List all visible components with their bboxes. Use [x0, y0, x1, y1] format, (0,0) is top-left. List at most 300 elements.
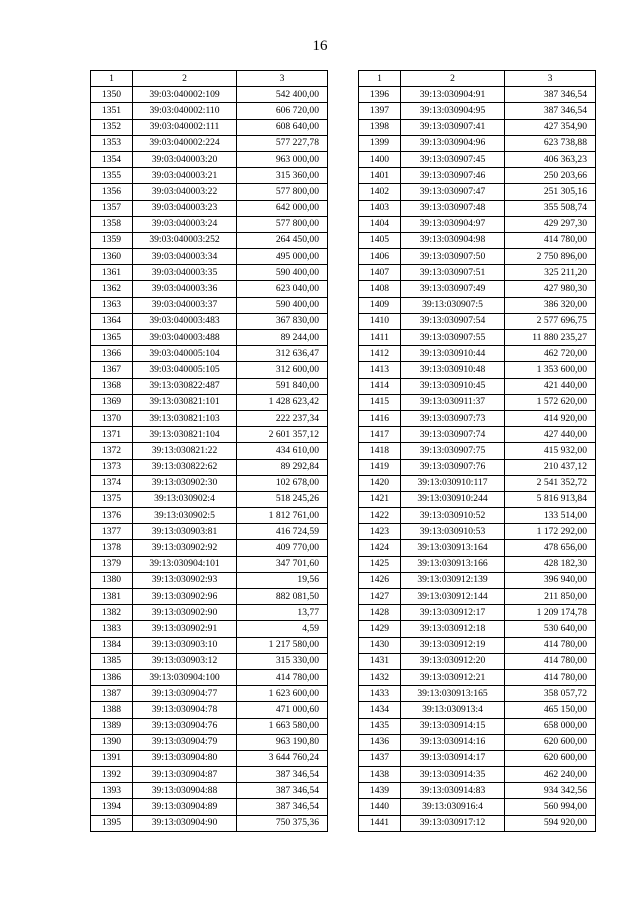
row-number: 1390 — [91, 734, 133, 750]
cadastral-number: 39:13:030904:96 — [401, 135, 505, 151]
row-number: 1412 — [359, 346, 401, 362]
cadastral-value: 577 800,00 — [237, 184, 328, 200]
cadastral-number: 39:13:030913:4 — [401, 702, 505, 718]
cadastral-number: 39:03:040002:110 — [133, 103, 237, 119]
cadastral-value: 312 600,00 — [237, 362, 328, 378]
row-number: 1421 — [359, 491, 401, 507]
table-row — [359, 281, 596, 297]
row-number: 1418 — [359, 443, 401, 459]
cadastral-value: 347 701,60 — [237, 556, 328, 572]
cadastral-value: 264 450,00 — [237, 232, 328, 248]
table-row — [359, 265, 596, 281]
row-number: 1395 — [91, 815, 133, 831]
row-number: 1360 — [91, 249, 133, 265]
cadastral-number: 39:13:030904:100 — [133, 669, 237, 685]
row-number: 1356 — [91, 184, 133, 200]
table-row — [359, 783, 596, 799]
cadastral-value: 4,59 — [237, 621, 328, 637]
cadastral-number: 39:13:030904:98 — [401, 232, 505, 248]
cadastral-value: 409 770,00 — [237, 540, 328, 556]
table-row — [359, 653, 596, 669]
cadastral-number: 39:13:030907:47 — [401, 184, 505, 200]
cadastral-value: 416 724,59 — [237, 524, 328, 540]
table-row — [91, 410, 328, 426]
table-row — [359, 410, 596, 426]
cadastral-number: 39:13:030914:35 — [401, 767, 505, 783]
table-row — [359, 556, 596, 572]
row-number: 1370 — [91, 410, 133, 426]
table-row — [359, 637, 596, 653]
cadastral-number: 39:13:030902:96 — [133, 589, 237, 605]
table-row — [91, 669, 328, 685]
cadastral-value: 750 375,36 — [237, 815, 328, 831]
cadastral-value: 934 342,56 — [505, 783, 596, 799]
cadastral-number: 39:13:030912:21 — [401, 669, 505, 685]
row-number: 1387 — [91, 686, 133, 702]
table-row — [91, 151, 328, 167]
row-number: 1396 — [359, 87, 401, 103]
table-row — [91, 216, 328, 232]
table-row — [91, 443, 328, 459]
row-number: 1430 — [359, 637, 401, 653]
table-row — [359, 135, 596, 151]
cadastral-value: 414 920,00 — [505, 410, 596, 426]
table-row — [359, 119, 596, 135]
table-row — [359, 491, 596, 507]
cadastral-value: 428 182,30 — [505, 556, 596, 572]
cadastral-number: 39:13:030821:22 — [133, 443, 237, 459]
table-row — [359, 297, 596, 313]
table-row — [91, 621, 328, 637]
table-row — [359, 249, 596, 265]
table-row — [91, 653, 328, 669]
row-number: 1373 — [91, 459, 133, 475]
cadastral-value: 1 623 600,00 — [237, 686, 328, 702]
cadastral-value: 414 780,00 — [505, 669, 596, 685]
table-row — [91, 750, 328, 766]
cadastral-number: 39:13:030916:4 — [401, 799, 505, 815]
row-number: 1353 — [91, 135, 133, 151]
cadastral-number: 39:03:040003:23 — [133, 200, 237, 216]
cadastral-value: 387 346,54 — [237, 799, 328, 815]
cadastral-value: 312 636,47 — [237, 346, 328, 362]
cadastral-number: 39:13:030907:5 — [401, 297, 505, 313]
cadastral-value: 415 932,00 — [505, 443, 596, 459]
cadastral-value: 623 738,88 — [505, 135, 596, 151]
table-row — [91, 459, 328, 475]
cadastral-value: 577 227,78 — [237, 135, 328, 151]
row-number: 1368 — [91, 378, 133, 394]
table-row — [91, 232, 328, 248]
cadastral-number: 39:13:030917:12 — [401, 815, 505, 831]
row-number: 1416 — [359, 410, 401, 426]
table-row — [359, 443, 596, 459]
row-number: 1369 — [91, 394, 133, 410]
cadastral-value: 591 840,00 — [237, 378, 328, 394]
table-row — [91, 119, 328, 135]
row-number: 1376 — [91, 508, 133, 524]
row-number: 1403 — [359, 200, 401, 216]
cadastral-value: 2 601 357,12 — [237, 427, 328, 443]
row-number: 1383 — [91, 621, 133, 637]
table-row — [91, 718, 328, 734]
cadastral-number: 39:13:030904:78 — [133, 702, 237, 718]
cadastral-value: 414 780,00 — [505, 653, 596, 669]
table-row — [91, 281, 328, 297]
table-row — [359, 346, 596, 362]
cadastral-number: 39:13:030821:103 — [133, 410, 237, 426]
cadastral-number: 39:13:030904:89 — [133, 799, 237, 815]
cadastral-number: 39:13:030907:49 — [401, 281, 505, 297]
cadastral-value: 963 000,00 — [237, 151, 328, 167]
table-row — [359, 216, 596, 232]
table-row — [359, 475, 596, 491]
row-number: 1437 — [359, 750, 401, 766]
table-row — [359, 815, 596, 831]
cadastral-number: 39:13:030822:487 — [133, 378, 237, 394]
row-number: 1358 — [91, 216, 133, 232]
cadastral-number: 39:13:030913:166 — [401, 556, 505, 572]
cadastral-number: 39:13:030902:93 — [133, 572, 237, 588]
cadastral-number: 39:13:030907:55 — [401, 330, 505, 346]
cadastral-value: 386 320,00 — [505, 297, 596, 313]
table-row — [91, 362, 328, 378]
cadastral-number: 39:13:030910:53 — [401, 524, 505, 540]
cadastral-value: 387 346,54 — [505, 103, 596, 119]
table-row — [359, 232, 596, 248]
cadastral-value: 1 209 174,78 — [505, 605, 596, 621]
header-col-2: 2 — [133, 71, 237, 87]
cadastral-value: 1 663 580,00 — [237, 718, 328, 734]
cadastral-value: 387 346,54 — [237, 767, 328, 783]
cadastral-value: 560 994,00 — [505, 799, 596, 815]
cadastral-value: 210 437,12 — [505, 459, 596, 475]
table-row — [91, 637, 328, 653]
header-col-3: 3 — [237, 71, 328, 87]
cadastral-value: 590 400,00 — [237, 297, 328, 313]
row-number: 1401 — [359, 168, 401, 184]
cadastral-number: 39:13:030910:45 — [401, 378, 505, 394]
table-row — [91, 184, 328, 200]
table-row — [359, 459, 596, 475]
row-number: 1374 — [91, 475, 133, 491]
cadastral-value: 19,56 — [237, 572, 328, 588]
cadastral-value: 1 172 292,00 — [505, 524, 596, 540]
row-number: 1364 — [91, 313, 133, 329]
cadastral-number: 39:13:030912:139 — [401, 572, 505, 588]
row-number: 1381 — [91, 589, 133, 605]
table-row — [359, 524, 596, 540]
table-row — [91, 556, 328, 572]
cadastral-number: 39:13:030904:97 — [401, 216, 505, 232]
cadastral-value: 1 353 600,00 — [505, 362, 596, 378]
cadastral-number: 39:13:030904:80 — [133, 750, 237, 766]
cadastral-number: 39:13:030907:46 — [401, 168, 505, 184]
row-number: 1434 — [359, 702, 401, 718]
row-number: 1427 — [359, 589, 401, 605]
cadastral-value: 1 812 761,00 — [237, 508, 328, 524]
row-number: 1423 — [359, 524, 401, 540]
cadastral-number: 39:13:030910:244 — [401, 491, 505, 507]
row-number: 1388 — [91, 702, 133, 718]
cadastral-number: 39:03:040003:24 — [133, 216, 237, 232]
table-row — [91, 378, 328, 394]
cadastral-number: 39:13:030902:91 — [133, 621, 237, 637]
cadastral-number: 39:13:030907:51 — [401, 265, 505, 281]
cadastral-value: 250 203,66 — [505, 168, 596, 184]
row-number: 1377 — [91, 524, 133, 540]
table-row — [91, 572, 328, 588]
row-number: 1355 — [91, 168, 133, 184]
cadastral-number: 39:13:030907:48 — [401, 200, 505, 216]
row-number: 1400 — [359, 151, 401, 167]
cadastral-value: 414 780,00 — [237, 669, 328, 685]
cadastral-number: 39:03:040002:111 — [133, 119, 237, 135]
data-table-left — [90, 70, 328, 832]
table-row — [359, 200, 596, 216]
cadastral-value: 963 190,80 — [237, 734, 328, 750]
cadastral-value: 13,77 — [237, 605, 328, 621]
cadastral-value: 623 040,00 — [237, 281, 328, 297]
row-number: 1417 — [359, 427, 401, 443]
table-row — [91, 540, 328, 556]
cadastral-number: 39:13:030904:95 — [401, 103, 505, 119]
cadastral-value: 620 600,00 — [505, 734, 596, 750]
table-row — [359, 589, 596, 605]
row-number: 1391 — [91, 750, 133, 766]
table-row — [91, 87, 328, 103]
table-row — [91, 799, 328, 815]
table-row — [91, 491, 328, 507]
cadastral-value: 3 644 760,24 — [237, 750, 328, 766]
cadastral-number: 39:13:030913:165 — [401, 686, 505, 702]
row-number: 1404 — [359, 216, 401, 232]
table-row — [359, 750, 596, 766]
cadastral-value: 5 816 913,84 — [505, 491, 596, 507]
table-row — [91, 297, 328, 313]
row-number: 1410 — [359, 313, 401, 329]
cadastral-value: 222 237,34 — [237, 410, 328, 426]
data-table-right — [358, 70, 596, 832]
table-header-row — [91, 71, 328, 87]
table-row — [359, 799, 596, 815]
row-number: 1382 — [91, 605, 133, 621]
cadastral-number: 39:13:030907:41 — [401, 119, 505, 135]
cadastral-number: 39:13:030912:20 — [401, 653, 505, 669]
cadastral-value: 429 297,30 — [505, 216, 596, 232]
cadastral-number: 39:13:030902:90 — [133, 605, 237, 621]
table-row — [359, 362, 596, 378]
table-row — [359, 508, 596, 524]
row-number: 1392 — [91, 767, 133, 783]
cadastral-value: 102 678,00 — [237, 475, 328, 491]
cadastral-value: 642 000,00 — [237, 200, 328, 216]
cadastral-value: 606 720,00 — [237, 103, 328, 119]
table-row — [91, 815, 328, 831]
page-number: 16 — [312, 38, 328, 54]
header-col-2: 2 — [401, 71, 505, 87]
cadastral-value: 620 600,00 — [505, 750, 596, 766]
cadastral-value: 211 850,00 — [505, 589, 596, 605]
table-row — [359, 184, 596, 200]
cadastral-value: 434 610,00 — [237, 443, 328, 459]
cadastral-number: 39:13:030904:88 — [133, 783, 237, 799]
cadastral-number: 39:03:040003:22 — [133, 184, 237, 200]
cadastral-number: 39:13:030904:90 — [133, 815, 237, 831]
row-number: 1351 — [91, 103, 133, 119]
row-number: 1367 — [91, 362, 133, 378]
row-number: 1362 — [91, 281, 133, 297]
cadastral-number: 39:13:030913:164 — [401, 540, 505, 556]
row-number: 1415 — [359, 394, 401, 410]
row-number: 1408 — [359, 281, 401, 297]
cadastral-value: 315 360,00 — [237, 168, 328, 184]
row-number: 1440 — [359, 799, 401, 815]
cadastral-number: 39:03:040003:488 — [133, 330, 237, 346]
cadastral-value: 406 363,23 — [505, 151, 596, 167]
cadastral-value: 471 000,60 — [237, 702, 328, 718]
table-row — [359, 151, 596, 167]
table-row — [359, 669, 596, 685]
table-row — [359, 378, 596, 394]
row-number: 1439 — [359, 783, 401, 799]
cadastral-number: 39:13:030912:18 — [401, 621, 505, 637]
table-row — [359, 686, 596, 702]
row-number: 1409 — [359, 297, 401, 313]
cadastral-number: 39:13:030904:101 — [133, 556, 237, 572]
cadastral-number: 39:13:030910:117 — [401, 475, 505, 491]
cadastral-number: 39:13:030903:10 — [133, 637, 237, 653]
cadastral-value: 133 514,00 — [505, 508, 596, 524]
table-row — [359, 168, 596, 184]
cadastral-number: 39:13:030911:37 — [401, 394, 505, 410]
table-row — [91, 589, 328, 605]
cadastral-number: 39:13:030914:16 — [401, 734, 505, 750]
table-row — [91, 168, 328, 184]
cadastral-number: 39:13:030902:30 — [133, 475, 237, 491]
cadastral-value: 1 572 620,00 — [505, 394, 596, 410]
table-header-row — [359, 71, 596, 87]
cadastral-number: 39:13:030904:87 — [133, 767, 237, 783]
cadastral-number: 39:13:030902:5 — [133, 508, 237, 524]
cadastral-value: 658 000,00 — [505, 718, 596, 734]
cadastral-value: 577 800,00 — [237, 216, 328, 232]
cadastral-value: 11 880 235,27 — [505, 330, 596, 346]
header-col-3: 3 — [505, 71, 596, 87]
cadastral-number: 39:03:040002:224 — [133, 135, 237, 151]
table-row — [91, 346, 328, 362]
row-number: 1350 — [91, 87, 133, 103]
table-row — [91, 686, 328, 702]
cadastral-value: 89 244,00 — [237, 330, 328, 346]
table-row — [359, 103, 596, 119]
cadastral-value: 315 330,00 — [237, 653, 328, 669]
cadastral-number: 39:03:040003:37 — [133, 297, 237, 313]
table-row — [91, 249, 328, 265]
table-row — [91, 783, 328, 799]
cadastral-number: 39:13:030907:50 — [401, 249, 505, 265]
cadastral-number: 39:03:040003:36 — [133, 281, 237, 297]
row-number: 1420 — [359, 475, 401, 491]
cadastral-value: 358 057,72 — [505, 686, 596, 702]
row-number: 1402 — [359, 184, 401, 200]
table-row — [359, 621, 596, 637]
row-number: 1411 — [359, 330, 401, 346]
row-number: 1372 — [91, 443, 133, 459]
row-number: 1435 — [359, 718, 401, 734]
cadastral-value: 594 920,00 — [505, 815, 596, 831]
row-number: 1419 — [359, 459, 401, 475]
table-row — [359, 734, 596, 750]
cadastral-value: 542 400,00 — [237, 87, 328, 103]
cadastral-value: 465 150,00 — [505, 702, 596, 718]
row-number: 1433 — [359, 686, 401, 702]
table-row — [359, 767, 596, 783]
row-number: 1429 — [359, 621, 401, 637]
cadastral-number: 39:13:030912:19 — [401, 637, 505, 653]
cadastral-value: 2 577 696,75 — [505, 313, 596, 329]
table-row — [91, 508, 328, 524]
cadastral-value: 427 440,00 — [505, 427, 596, 443]
cadastral-number: 39:13:030907:45 — [401, 151, 505, 167]
row-number: 1426 — [359, 572, 401, 588]
cadastral-value: 251 305,16 — [505, 184, 596, 200]
table-row — [359, 427, 596, 443]
row-number: 1365 — [91, 330, 133, 346]
table-row — [359, 394, 596, 410]
cadastral-number: 39:03:040003:20 — [133, 151, 237, 167]
cadastral-number: 39:13:030907:73 — [401, 410, 505, 426]
table-row — [91, 702, 328, 718]
table-row — [91, 200, 328, 216]
cadastral-number: 39:13:030821:104 — [133, 427, 237, 443]
row-number: 1431 — [359, 653, 401, 669]
cadastral-value: 882 081,50 — [237, 589, 328, 605]
cadastral-value: 421 440,00 — [505, 378, 596, 394]
header-col-1: 1 — [91, 71, 133, 87]
row-number: 1406 — [359, 249, 401, 265]
cadastral-number: 39:13:030907:74 — [401, 427, 505, 443]
table-row — [359, 330, 596, 346]
cadastral-number: 39:13:030914:83 — [401, 783, 505, 799]
cadastral-value: 462 240,00 — [505, 767, 596, 783]
row-number: 1397 — [359, 103, 401, 119]
row-number: 1393 — [91, 783, 133, 799]
cadastral-value: 1 428 623,42 — [237, 394, 328, 410]
cadastral-value: 2 750 896,00 — [505, 249, 596, 265]
cadastral-number: 39:13:030902:4 — [133, 491, 237, 507]
row-number: 1399 — [359, 135, 401, 151]
cadastral-number: 39:03:040003:483 — [133, 313, 237, 329]
cadastral-value: 387 346,54 — [237, 783, 328, 799]
cadastral-number: 39:13:030910:48 — [401, 362, 505, 378]
row-number: 1379 — [91, 556, 133, 572]
row-number: 1405 — [359, 232, 401, 248]
cadastral-value: 462 720,00 — [505, 346, 596, 362]
row-number: 1352 — [91, 119, 133, 135]
cadastral-number: 39:13:030902:92 — [133, 540, 237, 556]
table-row — [91, 427, 328, 443]
cadastral-number: 39:13:030821:101 — [133, 394, 237, 410]
table-row — [91, 475, 328, 491]
row-number: 1441 — [359, 815, 401, 831]
cadastral-number: 39:13:030903:12 — [133, 653, 237, 669]
table-row — [91, 767, 328, 783]
cadastral-value: 427 980,30 — [505, 281, 596, 297]
cadastral-value: 414 780,00 — [505, 232, 596, 248]
cadastral-number: 39:13:030904:79 — [133, 734, 237, 750]
cadastral-value: 530 640,00 — [505, 621, 596, 637]
